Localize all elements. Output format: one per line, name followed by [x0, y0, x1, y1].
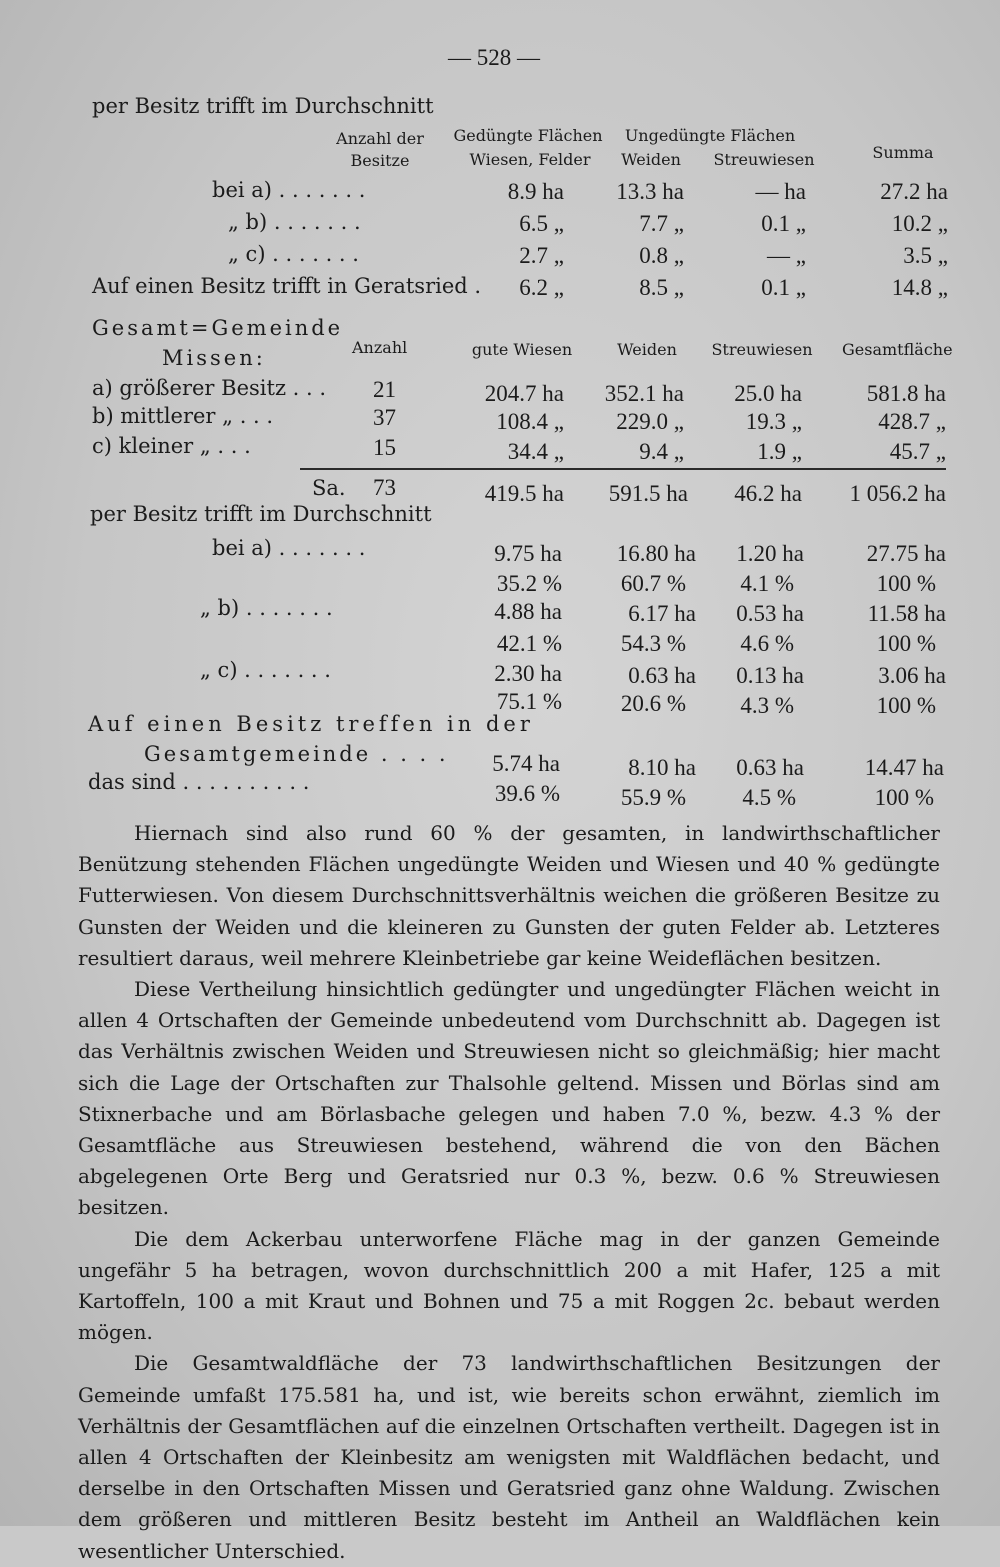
s3-row-c-pct-v2: 20.6 %: [620, 691, 686, 716]
s3-row-a-v3: 1.20 ha: [736, 541, 804, 566]
s2-row-b-v4: 428.7 „: [878, 409, 946, 434]
s2-row-c-v1: 34.4 „: [507, 439, 564, 464]
s3-row-b-pct-v1: 42.1 %: [496, 631, 562, 656]
s3-row-c-pct-v3: 4.3 %: [740, 693, 794, 718]
s2-row-b-v2: 229.0 „: [616, 409, 684, 434]
s1-row-b-v3: 0.1 „: [761, 211, 806, 236]
s2-row-b-v1: 108.4 „: [496, 409, 564, 434]
s2-total-v4: 1 056.2 ha: [849, 481, 946, 506]
s2-header-gute-wiesen: gute Wiesen: [471, 340, 573, 359]
s2-row-c-count: 15: [373, 435, 396, 460]
header-weiden: Weiden: [621, 150, 681, 169]
s1-row-b-label: „ b) . . . . . . .: [228, 210, 361, 234]
s2-row-c-label: c) kleiner „ . . .: [92, 434, 251, 458]
s3-summary-line2: Gesamtgemeinde . . . .: [144, 742, 449, 766]
header-streuwiesen: Streuwiesen: [713, 150, 815, 169]
s1-row-c-v1: 2.7 „: [519, 243, 564, 268]
s3-summary-v4: 14.47 ha: [864, 755, 944, 780]
s3-row-c-v1: 2.30 ha: [494, 661, 562, 686]
s2-row-c-v3: 1.9 „: [757, 439, 802, 464]
s3-row-b-pct-v3: 4.6 %: [740, 631, 794, 656]
s1-row-c-v2: 0.8 „: [639, 243, 684, 268]
s3-summary-v1: 5.74 ha: [492, 751, 560, 776]
s3-das-sind-v4: 100 %: [874, 785, 934, 810]
s3-row-b-v2: 6.17 ha: [628, 601, 696, 626]
body-text: [78, 818, 940, 1567]
s3-row-a-v1: 9.75 ha: [494, 541, 562, 566]
s3-row-a-pct-v4: 100 %: [876, 571, 936, 596]
s3-row-c-v2: 0.63 ha: [628, 663, 696, 688]
s3-row-a-pct-v1: 35.2 %: [496, 571, 562, 596]
s1-row-a-v1: 8.9 ha: [507, 179, 564, 204]
s2-total-v2: 591.5 ha: [608, 481, 688, 506]
s2-total-count: 73: [373, 475, 396, 500]
total-rule: [300, 468, 946, 470]
s2-row-b-v3: 19.3 „: [745, 409, 802, 434]
page-number: — 528 —: [448, 45, 540, 70]
header-wiesen-felder: Wiesen, Felder: [469, 150, 591, 169]
paragraph-1: Hiernach sind also rund 60 % der gesamten, in landwirthschaftlicher Benützung stehenden Flächen ungedüngte Weiden und Wiesen und 40 % gedüngte Futterwiesen. Von diesem Durchschnittsverhältnis weichen die größeren Besitze zu Gunsten der Weiden und die kleineren zu Gunsten der guten Felder ab. Letzteres resultiert daraus, weil mehrere Kleinbetriebe gar keine Weideflächen besitzen.: [78, 821, 940, 970]
s2-header-gesamtflaeche: Gesamtfläche: [842, 340, 953, 359]
s1-geratsried-label: Auf einen Besitz trifft in Geratsried .: [92, 274, 482, 298]
s3-row-c-v4: 3.06 ha: [878, 663, 946, 688]
header-summa: Summa: [872, 143, 934, 162]
s1-row-c-v4: 3.5 „: [903, 243, 948, 268]
s3-summary-line1: Auf einen Besitz treffen in der: [88, 712, 534, 736]
s2-total-v1: 419.5 ha: [484, 481, 564, 506]
header-anzahl-der-besitze: Anzahl der Besitze: [336, 129, 424, 170]
section2-subtitle: Missen:: [162, 346, 266, 370]
s3-row-b-label: „ b) . . . . . . .: [200, 596, 333, 620]
s3-row-a-v2: 16.80 ha: [616, 541, 696, 566]
s3-row-c-label: „ c) . . . . . . .: [200, 658, 331, 682]
s3-row-b-pct-v4: 100 %: [876, 631, 936, 656]
s3-row-c-pct-v1: 75.1 %: [496, 689, 562, 714]
s2-row-a-v2: 352.1 ha: [604, 381, 684, 406]
s3-das-sind-v2: 55.9 %: [620, 785, 686, 810]
s2-row-a-count: 21: [373, 377, 396, 402]
s3-row-a-pct-v2: 60.7 %: [620, 571, 686, 596]
section2-title: Gesamt=Gemeinde: [92, 316, 344, 340]
section1-heading: per Besitz trifft im Durchschnitt: [92, 94, 434, 118]
s2-row-a-label: a) größerer Besitz . . .: [92, 376, 327, 400]
s3-das-sind-v3: 4.5 %: [742, 785, 796, 810]
s1-row-b-v2: 7.7 „: [639, 211, 684, 236]
s2-row-a-v4: 581.8 ha: [866, 381, 946, 406]
s2-row-a-v1: 204.7 ha: [484, 381, 564, 406]
s3-das-sind-v1: 39.6 %: [494, 781, 560, 806]
s2-row-c-v4: 45.7 „: [889, 439, 946, 464]
s1-row-a-label: bei a) . . . . . . .: [212, 178, 366, 202]
s2-header-weiden: Weiden: [617, 340, 677, 359]
s1-row-b-v1: 6.5 „: [519, 211, 564, 236]
s3-row-a-label: bei a) . . . . . . .: [212, 536, 366, 560]
s2-row-b-label: b) mittlerer „ . . .: [92, 404, 274, 428]
s1-geratsried-v2: 8.5 „: [639, 275, 684, 300]
paragraph-4: Die Gesamtwaldfläche der 73 landwirthschaftlichen Besitzungen der Gemeinde umfaßt 175.581 ha, und ist, wie bereits schon erwähnt, ziemlich im Verhältnis der Gesamtflächen auf die einzelnen Ortschaften vertheilt. Dagegen ist in allen 4 Ortschaften der Kleinbesitz am wenigsten mit Waldflächen bedacht, und derselbe in den Ortschaften Missen und Geratsried ganz ohne Waldung. Zwischen dem größeren und mittleren Besitz besteht im Antheil an Waldflächen kein wesentlicher Unterschied.: [78, 1351, 940, 1563]
s1-row-b-v4: 10.2 „: [891, 211, 948, 236]
s3-row-b-v3: 0.53 ha: [736, 601, 804, 626]
paragraph-3: Die dem Ackerbau unterworfene Fläche mag in der ganzen Gemeinde ungefähr 5 ha betragen, wovon durchschnittlich 200 a mit Hafer, 125 a mit Kartoffeln, 100 a mit Kraut und Bohnen und 75 a mit Roggen 2c. bebaut werden mögen.: [78, 1226, 940, 1345]
s3-row-c-v3: 0.13 ha: [736, 663, 804, 688]
header-gedungte-flaechen: Gedüngte Flächen: [453, 126, 603, 145]
s1-row-a-v2: 13.3 ha: [616, 179, 684, 204]
s1-row-c-label: „ c) . . . . . . .: [228, 242, 359, 266]
s2-header-streuwiesen: Streuwiesen: [711, 340, 813, 359]
s2-header-anzahl: Anzahl: [352, 338, 408, 357]
s3-summary-v2: 8.10 ha: [628, 755, 696, 780]
s2-total-label: Sa.: [312, 476, 346, 500]
s1-geratsried-v3: 0.1 „: [761, 275, 806, 300]
s2-row-c-v2: 9.4 „: [639, 439, 684, 464]
section3-heading: per Besitz trifft im Durchschnitt: [90, 502, 432, 526]
s3-das-sind-label: das sind . . . . . . . . . .: [88, 770, 310, 794]
s3-row-a-v4: 27.75 ha: [866, 541, 946, 566]
s3-row-c-pct-v4: 100 %: [876, 693, 936, 718]
s1-row-a-v3: — ha: [755, 179, 806, 204]
s2-row-b-count: 37: [373, 405, 396, 430]
s3-row-b-v1: 4.88 ha: [494, 599, 562, 624]
s2-total-v3: 46.2 ha: [734, 481, 802, 506]
s3-row-a-pct-v3: 4.1 %: [740, 571, 794, 596]
s3-row-b-pct-v2: 54.3 %: [620, 631, 686, 656]
s3-summary-v3: 0.63 ha: [736, 755, 804, 780]
s2-row-a-v3: 25.0 ha: [734, 381, 802, 406]
paragraph-2: Diese Vertheilung hinsichtlich gedüngter und ungedüngter Flächen weicht in allen 4 Ortschaften der Gemeinde unbedeutend vom Durchschnitt ab. Dagegen ist das Verhältnis zwischen Weiden und Streuwiesen nicht so gleichmäßig; hier macht sich die Lage der Ortschaften zur Thalsohle geltend. Missen und Börlas sind am Stixnerbache und am Börlasbache gelegen und haben 7.0 %, bezw. 4.3 % der Gesamtfläche aus Streuwiesen bestehend, während die von den Bächen abgelegenen Orte Berg und Geratsried nur 0.3 %, bezw. 0.6 % Streuwiesen besitzen.: [78, 977, 940, 1220]
s1-row-c-v3: — „: [767, 243, 806, 268]
header-ungedungte-flaechen: Ungedüngte Flächen: [624, 126, 796, 145]
s1-row-a-v4: 27.2 ha: [880, 179, 948, 204]
s3-row-b-v4: 11.58 ha: [867, 601, 946, 626]
s1-geratsried-v4: 14.8 „: [891, 275, 948, 300]
s1-geratsried-v1: 6.2 „: [519, 275, 564, 300]
